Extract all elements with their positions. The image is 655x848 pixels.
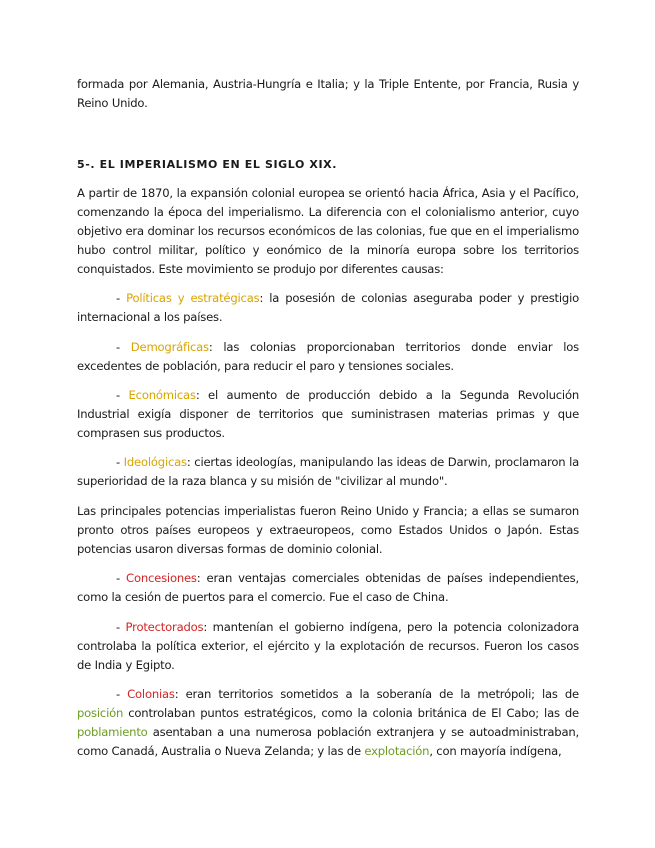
- keyword-explotacion: explotación: [364, 744, 430, 758]
- section-heading: 5-. EL IMPERIALISMO EN EL SIGLO XIX.: [77, 158, 338, 171]
- keyword-demograficas: Demográficas: [130, 340, 209, 354]
- intro-paragraph: formada por Alemania, Austria-Hungría e Italia; y la Triple Entente, por Francia, Rusia y Reino Unido.: [77, 77, 579, 110]
- paragraph-imperialism: A partir de 1870, la expansión colonial europea se orientó hacia África, Asia y el Pacífico, comenzando la época del imperialismo. La diferencia con el colonialismo anterior, cuyo objetivo era dominar los recursos económicos de las colonias, fue que en el imperialismo hubo control militar, político y eonómico de la minoría europa sobre los territorios conquistados. Este movimiento se produjo por diferentes causas:: [77, 186, 579, 276]
- cause-demograficas: - Demográficas: las colonias proporcionaban territorios donde enviar los excedentes de población, para reducir el paro y tensiones sociales.: [77, 340, 579, 373]
- cause-politicas: - Políticas y estratégicas: la posesión de colonias aseguraba poder y prestigio internacional a los países.: [77, 291, 579, 324]
- keyword-poblamiento: poblamiento: [77, 725, 148, 739]
- paragraph-powers: Las principales potencias imperialistas fueron Reino Unido y Francia; a ellas se sumaron pronto otros países europeos y extraeuropeos, como Estados Unidos o Japón. Estas potencias usaron diversas formas de dominio colonial.: [77, 504, 579, 556]
- section-title: EL IMPERIALISMO EN EL SIGLO XIX: [99, 158, 333, 171]
- form-protectorados: - Protectorados: mantenían el gobierno indígena, pero la potencia colonizadora controlaba la política exterior, el ejército y la explotación de recursos. Fueron los casos de India y Egipto.: [77, 620, 579, 672]
- keyword-economicas: Económicas: [128, 388, 196, 402]
- keyword-colonias: Colonias: [127, 687, 175, 701]
- section-number: 5-.: [77, 158, 96, 171]
- form-concesiones: - Concesiones: eran ventajas comerciales obtenidas de países independientes, como la cesión de puertos para el comercio. Fue el caso de China.: [77, 571, 579, 604]
- keyword-ideologicas: Ideológicas: [123, 455, 187, 469]
- keyword-concesiones: Concesiones: [126, 571, 197, 585]
- form-colonias: - Colonias: eran territorios sometidos a la soberanía de la metrópoli; las de posición controlaban puntos estratégicos, como la colonia británica de El Cabo; las de poblamiento asentaban a una numerosa población extranjera y se autoadministraban, como Canadá, Australia o Nueva Zelanda; y las de explotación, con mayoría indígena,: [77, 687, 579, 758]
- keyword-posicion: posición: [77, 706, 124, 720]
- cause-ideologicas: - Ideológicas: ciertas ideologías, manipulando las ideas de Darwin, proclamaron la superioridad de la raza blanca y su misión de "civilizar al mundo".: [77, 455, 579, 488]
- keyword-protectorados: Protectorados: [125, 620, 204, 634]
- cause-economicas: - Económicas: el aumento de producción debido a la Segunda Revolución Industrial exigía disponer de territorios que suministrasen materias primas y que comprasen sus productos.: [77, 388, 579, 440]
- keyword-politicas: Políticas y estratégicas: [126, 291, 260, 305]
